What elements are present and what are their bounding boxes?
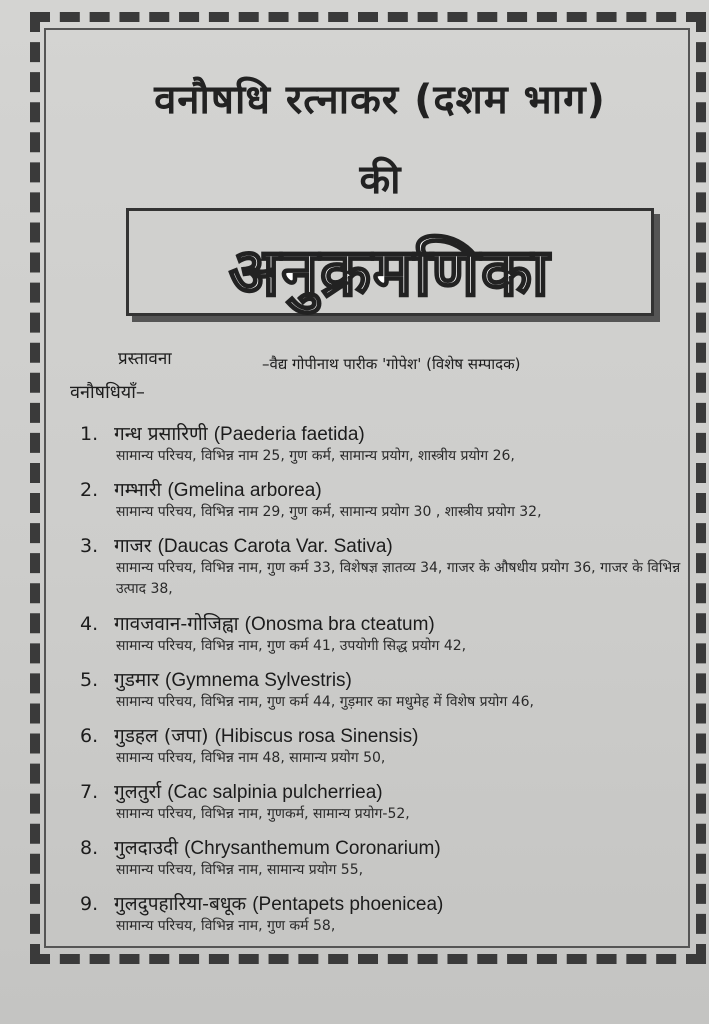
index-entry xyxy=(80,666,700,713)
entry-hindi-name: गम्भारी xyxy=(114,479,162,501)
entry-detail: सामान्य परिचय, विभिन्न नाम, गुण कर्म 33, विशेषज्ञ ज्ञातव्य 34, गाजर के औषधीय प्रयोग 36, गाजर के विभिन्न उत्पाद 38, xyxy=(116,560,681,597)
entry-number: 9. xyxy=(80,893,99,915)
entry-number: 7. xyxy=(80,781,99,803)
entry-number: 4. xyxy=(80,613,99,635)
entry-latin-name: (Hibiscus rosa Sinensis) xyxy=(214,726,419,747)
entry-latin-name: (Paederia faetida) xyxy=(213,424,365,445)
entry-latin-name: (Onosma bra cteatum) xyxy=(244,614,435,635)
preface-author: –वैद्य गोपीनाथ पारीक 'गोपेश' (विशेष सम्पादक) xyxy=(262,355,521,373)
entry-detail: सामान्य परिचय, विभिन्न नाम, सामान्य प्रयोग 55, xyxy=(116,862,364,878)
entry-detail: सामान्य परिचय, विभिन्न नाम 29, गुण कर्म, सामान्य प्रयोग 30 , शास्त्रीय प्रयोग 32, xyxy=(116,504,542,520)
entry-latin-name: (Pentapets phoenicea) xyxy=(252,894,444,915)
preface-label: प्रस्तावना xyxy=(118,349,172,369)
entry-latin-name: (Gmelina arborea) xyxy=(167,480,322,501)
entry-number: 2. xyxy=(80,479,99,501)
index-entry xyxy=(80,778,700,825)
entry-hindi-name: गुलतुर्रा xyxy=(114,781,162,803)
index-entry xyxy=(80,532,700,600)
entry-hindi-name: गुलदाउदी xyxy=(114,837,179,859)
entry-number: 5. xyxy=(80,669,99,691)
index-entry xyxy=(80,476,700,523)
title-connector: की xyxy=(359,157,401,203)
entry-hindi-name: गन्ध प्रसारिणी xyxy=(114,423,208,445)
book-title: वनौषधि रत्नाकर (दशम भाग) xyxy=(154,77,606,123)
entry-number: 8. xyxy=(80,837,99,859)
index-title-box xyxy=(126,208,654,316)
entry-hindi-name: गावजवान-गोजिह्वा xyxy=(114,613,239,635)
entry-number: 1. xyxy=(80,423,99,445)
entry-hindi-name: गुलदुपहारिया-बधूक xyxy=(114,893,247,915)
entry-hindi-name: गुडहल (जपा) xyxy=(114,725,209,747)
entry-detail: सामान्य परिचय, विभिन्न नाम 25, गुण कर्म, सामान्य प्रयोग, शास्त्रीय प्रयोग 26, xyxy=(116,448,515,464)
entry-detail: सामान्य परिचय, विभिन्न नाम, गुण कर्म 44, गुड़मार का मधुमेह में विशेष प्रयोग 46, xyxy=(116,694,534,710)
section-heading: वनौषधियाँ– xyxy=(70,382,145,403)
index-entry xyxy=(80,722,700,769)
entry-number: 3. xyxy=(80,535,99,557)
entry-latin-name: (Gymnema Sylvestris) xyxy=(165,670,352,691)
index-entry xyxy=(80,890,700,937)
index-title: अनुक्रमणिका xyxy=(229,234,551,311)
entry-number: 6. xyxy=(80,725,99,747)
entry-detail: सामान्य परिचय, विभिन्न नाम, गुण कर्म 58, xyxy=(116,918,336,934)
entry-latin-name: (Daucas Carota Var. Sativa) xyxy=(157,536,393,557)
entry-detail: सामान्य परिचय, विभिन्न नाम, गुणकर्म, सामान्य प्रयोग-52, xyxy=(116,806,410,822)
entry-latin-name: (Cac salpinia pulcherriea) xyxy=(167,782,383,803)
index-entry xyxy=(80,834,700,881)
index-entry xyxy=(80,610,700,657)
index-entry xyxy=(80,420,700,467)
entry-hindi-name: गाजर xyxy=(114,535,152,557)
entry-latin-name: (Chrysanthemum Coronarium) xyxy=(184,838,441,859)
entry-detail: सामान्य परिचय, विभिन्न नाम, गुण कर्म 41, उपयोगी सिद्ध प्रयोग 42, xyxy=(116,638,467,654)
entry-hindi-name: गुडमार xyxy=(114,669,159,691)
entry-detail: सामान्य परिचय, विभिन्न नाम 48, सामान्य प्रयोग 50, xyxy=(116,750,386,766)
